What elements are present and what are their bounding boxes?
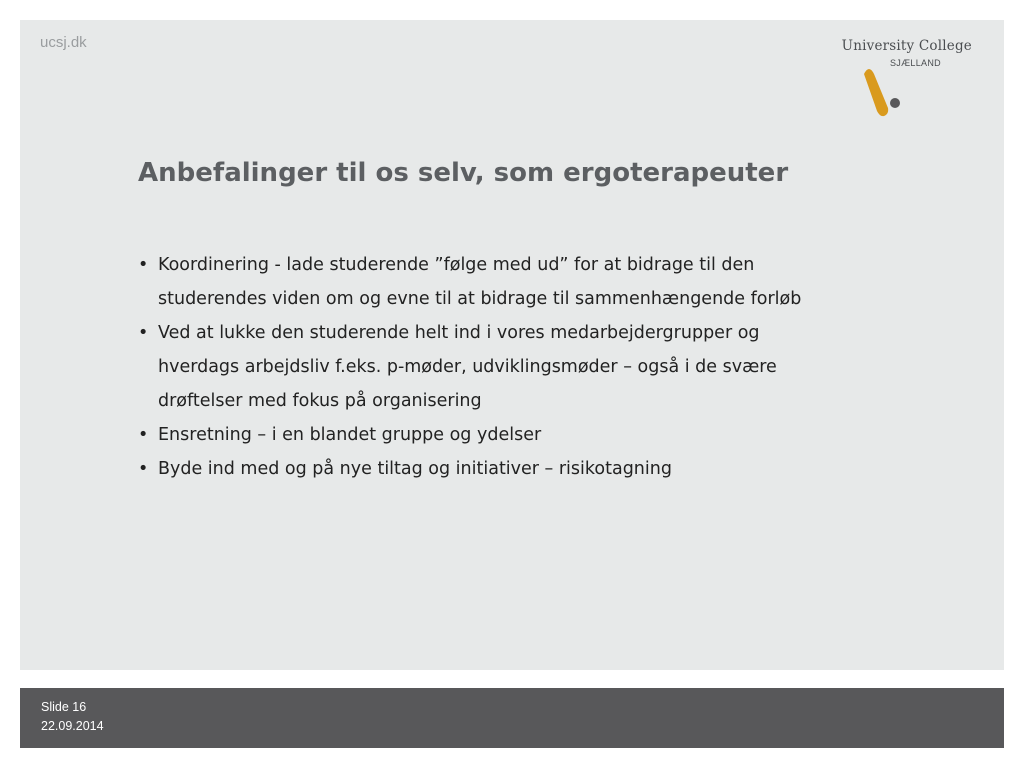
bullet-line: studerendes viden om og evne til at bidrage til sammenhængende forløb <box>158 289 802 309</box>
logo-mark-dot <box>890 98 900 108</box>
bullet-line: drøftelser med fokus på organisering <box>158 391 482 411</box>
bullet-list <box>138 248 918 486</box>
bullet-item <box>138 452 918 486</box>
bullet-item <box>138 316 918 418</box>
bullet-item <box>138 418 918 452</box>
bullet-line: Ved at lukke den studerende helt ind i vores medarbejdergrupper og <box>158 323 760 343</box>
university-logo <box>832 38 972 118</box>
slide-date: 22.09.2014 <box>41 719 104 733</box>
bullet-marker: • <box>138 459 149 479</box>
bullet-item <box>138 248 918 316</box>
logo-mark-stroke <box>864 69 888 116</box>
slide-number: Slide 16 <box>41 700 87 714</box>
bullet-line: Byde ind med og på nye tiltag og initiativer – risikotagning <box>158 459 672 479</box>
slide-title: Anbefalinger til os selv, som ergoterapeuter <box>138 158 789 188</box>
logo-subtitle: SJÆLLAND <box>890 58 941 68</box>
bullet-line: Ensretning – i en blandet gruppe og ydelser <box>158 425 542 445</box>
bullet-marker: • <box>138 425 149 445</box>
slide-canvas <box>20 20 1004 670</box>
logo-name: University College <box>841 38 972 54</box>
bullet-marker: • <box>138 255 149 275</box>
bullet-line: Koordinering - lade studerende ”følge med ud” for at bidrage til den <box>158 255 755 275</box>
bullet-marker: • <box>138 323 149 343</box>
footer-bar <box>20 688 1004 748</box>
bullet-line: hverdags arbejdsliv f.eks. p-møder, udviklingsmøder – også i de svære <box>158 357 777 377</box>
site-url: ucsj.dk <box>40 34 87 51</box>
logo-mark-icon <box>860 56 900 120</box>
